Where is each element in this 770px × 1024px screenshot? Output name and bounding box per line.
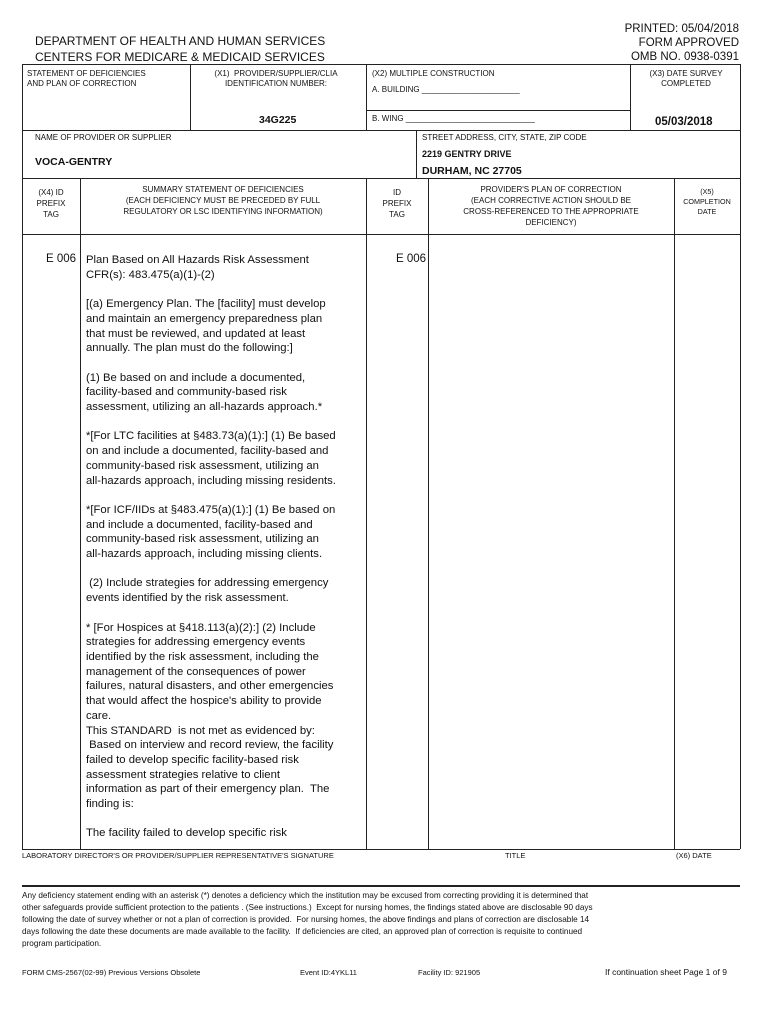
survey-date: 05/03/2018 (655, 116, 713, 128)
wing-field[interactable]: B. WING _____________________________ (372, 114, 535, 123)
title-label: TITLE (505, 851, 526, 860)
facility-id: Facility ID: 921905 (418, 968, 481, 977)
footnote: Any deficiency statement ending with an asterisk (*) denotes a deficiency which the institution may be excused from correcting providing it is determined that other safeguards provide sufficient protection to the patients . (See instructions.) Except for nursing homes, the findings stated above are disclosable 90 days following the date of survey whether or not a plan of correction is provided. For nursing homes, the above findings and plans of correction are disclosable 14 days following the date these documents are made available to the facility. If deficiencies are cited, an approved plan of correction is requisite to continued program participation. (22, 891, 593, 948)
x1-label: (X1) PROVIDER/SUPPLIER/CLIA IDENTIFICATION NUMBER: (214, 69, 338, 88)
address-label: STREET ADDRESS, CITY, STATE, ZIP CODE (422, 133, 587, 142)
city-state-zip: DURHAM, NC 27705 (422, 165, 522, 177)
statement-label: STATEMENT OF DEFICIENCIES AND PLAN OF CORRECTION (27, 69, 146, 88)
signature-label: LABORATORY DIRECTOR'S OR PROVIDER/SUPPLIER REPRESENTATIVE'S SIGNATURE (22, 851, 334, 860)
form-info (625, 22, 739, 64)
omb-number: OMB NO. 0938-0391 (630, 51, 739, 63)
plan-header: PROVIDER'S PLAN OF CORRECTION (EACH CORRECTIVE ACTION SHOULD BE CROSS-REFERENCED TO THE APPROPRIATE DEFICIENCY) (463, 185, 639, 227)
street-address: 2219 GENTRY DRIVE (422, 149, 512, 159)
deficiency-text: Plan Based on All Hazards Risk Assessment CFR(s): 483.475(a)(1)-(2) [(a) Emergency Plan. The [facility] must develop and maintain an emergency preparedness plan that must be reviewed, and updated at least annually. The plan must do the following:] (1) Be based on and include a documented, facility-based and community-based risk assessment, utilizing an all-hazards approach.* *[For LTC facilities at §483.73(a)(1):] (1) Be based on and include a documented, facility-based and community-based risk assessment, utilizing an all-hazards approach, including missing residents. *[For ICF/IIDs at §483.475(a)(1):] (1) Be based on and include a documented, facility-based and community-based risk assessment, utilizing an all-hazards approach, including missing clients. (2) Include strategies for addressing emergency events identified by the risk assessment. * [For Hospices at §418.113(a)(2):] (2) Include strategies for addressing emergency events identified by the risk assessment, including the management of the consequences of power failures, natural disasters, and other emergencies that would affect the hospice's ability to provide care. This STANDARD is not met as evidenced by: Based on interview and record review, the facility failed to develop specific facility-based risk assessment strategies relative to client information as part of their emergency plan. The finding is: The facility failed to develop specific risk (86, 254, 336, 840)
id-prefix-header: ID PREFIX TAG (382, 188, 412, 219)
event-id: Event ID:4YKL11 (300, 968, 357, 977)
department-title (35, 33, 325, 65)
printed-date: PRINTED: 05/04/2018 (624, 23, 739, 35)
x3-label: (X3) DATE SURVEY COMPLETED (649, 69, 723, 88)
x2-label: (X2) MULTIPLE CONSTRUCTION (372, 69, 495, 78)
provider-name: VOCA-GENTRY (35, 156, 113, 168)
x4-header: (X4) ID PREFIX TAG (36, 188, 66, 219)
department-line-1: DEPARTMENT OF HEALTH AND HUMAN SERVICES (35, 34, 326, 48)
x5-header: (X5) COMPLETION DATE (683, 187, 731, 216)
left-tag: E 006 (46, 253, 77, 265)
building-field[interactable]: A. BUILDING ______________________ (372, 85, 520, 94)
form-number: FORM CMS-2567(02-99) Previous Versions Obsolete (22, 968, 201, 977)
form-approved: FORM APPROVED (638, 37, 739, 49)
provider-name-label: NAME OF PROVIDER OR SUPPLIER (35, 133, 172, 142)
summary-header: SUMMARY STATEMENT OF DEFICIENCIES (EACH DEFICIENCY MUST BE PRECEDED BY FULL REGULATORY OR LSC IDENTIFYING INFORMATION) (123, 185, 323, 216)
page-indicator: If continuation sheet Page 1 of 9 (605, 967, 727, 977)
x6-date-label: (X6) DATE (676, 851, 712, 860)
department-line-2: CENTERS FOR MEDICARE & MEDICAID SERVICES (35, 50, 325, 64)
right-tag: E 006 (396, 253, 427, 265)
provider-id: 34G225 (259, 114, 297, 126)
